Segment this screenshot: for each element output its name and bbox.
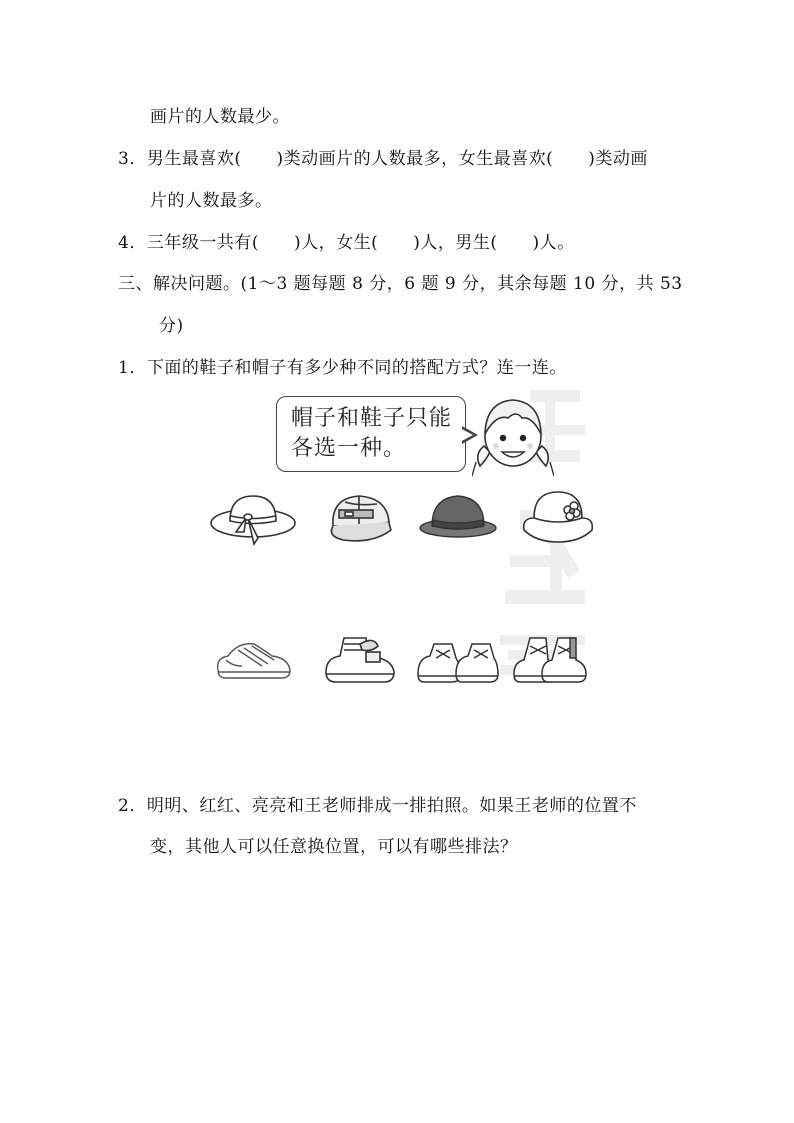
- question-3: [118, 148, 648, 170]
- question-4-text: 三年级一共有( )人，女生( )人，男生( )人。: [146, 233, 575, 253]
- problem-2-line1: 明明、红红、亮亮和王老师排成一排拍照。如果王老师的位置不: [146, 796, 637, 816]
- speech-bubble: [276, 396, 466, 472]
- question-3-number: 3．: [118, 149, 147, 169]
- baseball-cap-icon: [323, 490, 395, 548]
- flower-bucket-hat-icon: [520, 488, 596, 548]
- question-4: [118, 232, 575, 254]
- problem-2-number: 2．: [118, 796, 147, 816]
- problem-2-line2: 变，其他人可以任意换位置，可以有哪些排法？: [150, 837, 518, 857]
- problem-1-number: 1．: [118, 358, 147, 378]
- fedora-hat-icon: [418, 490, 498, 542]
- section-3-heading-line2: 分): [159, 316, 184, 336]
- question-3-line1: 男生最喜欢( )类动画片的人数最多，女生最喜欢( )类动画: [146, 149, 648, 169]
- problem-1-text: 下面的鞋子和帽子有多少种不同的搭配方式？连一连。: [146, 358, 567, 378]
- girl-icon: [472, 388, 554, 480]
- speech-line-2: 各选一种。: [291, 436, 407, 461]
- question-3-line2: 片的人数最多。: [150, 191, 273, 211]
- sneaker-icon: [212, 636, 294, 684]
- continuation-text: 画片的人数最少。: [150, 107, 290, 127]
- boot-icon: [322, 632, 398, 688]
- speech-line-1: 帽子和鞋子只能: [291, 406, 453, 431]
- problem-1: [118, 357, 567, 379]
- high-top-sneakers-icon: [510, 632, 590, 688]
- section-3-heading: 三、解决问题。(1～3 题每题 8 分，6 题 9 分，其余每题 10 分，共 53: [118, 274, 683, 294]
- bow-sun-hat-icon: [208, 488, 298, 548]
- laced-shoes-icon: [416, 634, 500, 688]
- problem-2: [118, 795, 637, 817]
- question-4-number: 4．: [118, 233, 147, 253]
